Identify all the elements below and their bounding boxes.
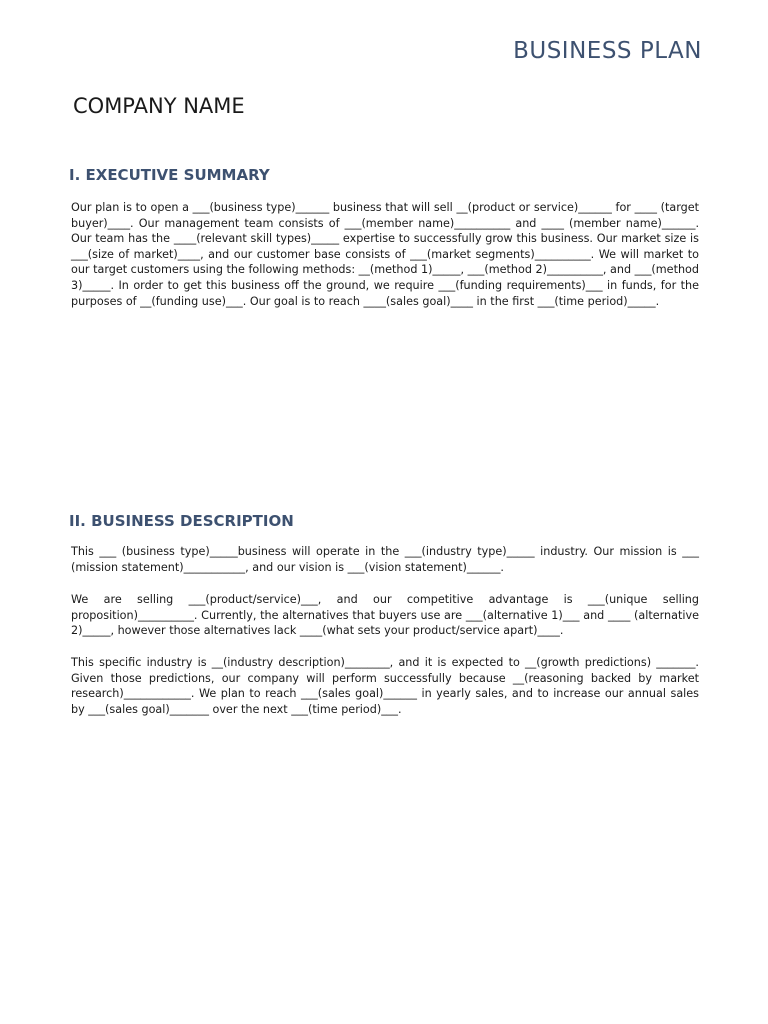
- company-name: COMPANY NAME: [73, 94, 245, 118]
- business-description-paragraph: This ___ (business type)_____business will operate in the ___(industry type)_____ industry. Our mission is ___ (mission statement)___________, and our vision is ___(vision statement)______.: [71, 545, 699, 574]
- business-description-heading: II. BUSINESS DESCRIPTION: [69, 512, 294, 530]
- document-title: BUSINESS PLAN: [513, 38, 702, 64]
- executive-summary-paragraph: Our plan is to open a ___(business type)______ business that will sell __(product or service)______ for ____ (target buyer)____. Our management team consists of ___(member name)__________ and ____ (member name)______. Our team has the ____(relevant skill types)_____ expertise to successfully grow this business. Our market size is ___(size of market)____, and our customer base consists of ___(market segments)__________. We will market to our target customers using the following methods: __(method 1)_____, ___(method 2)__________, and ___(method 3)_____. In order to get this business off the ground, we require ___(funding requirements)___ in funds, for the purposes of __(funding use)___. Our goal is to reach ____(sales goal)____ in the first ___(time period)_____.: [71, 201, 699, 308]
- executive-summary-heading: I. EXECUTIVE SUMMARY: [69, 166, 270, 184]
- business-description-paragraph: We are selling ___(product/service)___, and our competitive advantage is ___(unique selling proposition)__________. Currently, the alternatives that buyers use are ___(alternative 1)___ and ____ (alternative 2)_____, however those alternatives lack ____(what sets your product/service apart)____.: [71, 593, 699, 638]
- business-description-paragraph: This specific industry is __(industry description)________, and it is expected to __(growth predictions) _______. Given those predictions, our company will perform successfully because __(reasoning backed by market research)____________. We plan to reach ___(sales goal)______ in yearly sales, and to increase our annual sales by ___(sales goal)_______ over the next ___(time period)___.: [71, 656, 699, 716]
